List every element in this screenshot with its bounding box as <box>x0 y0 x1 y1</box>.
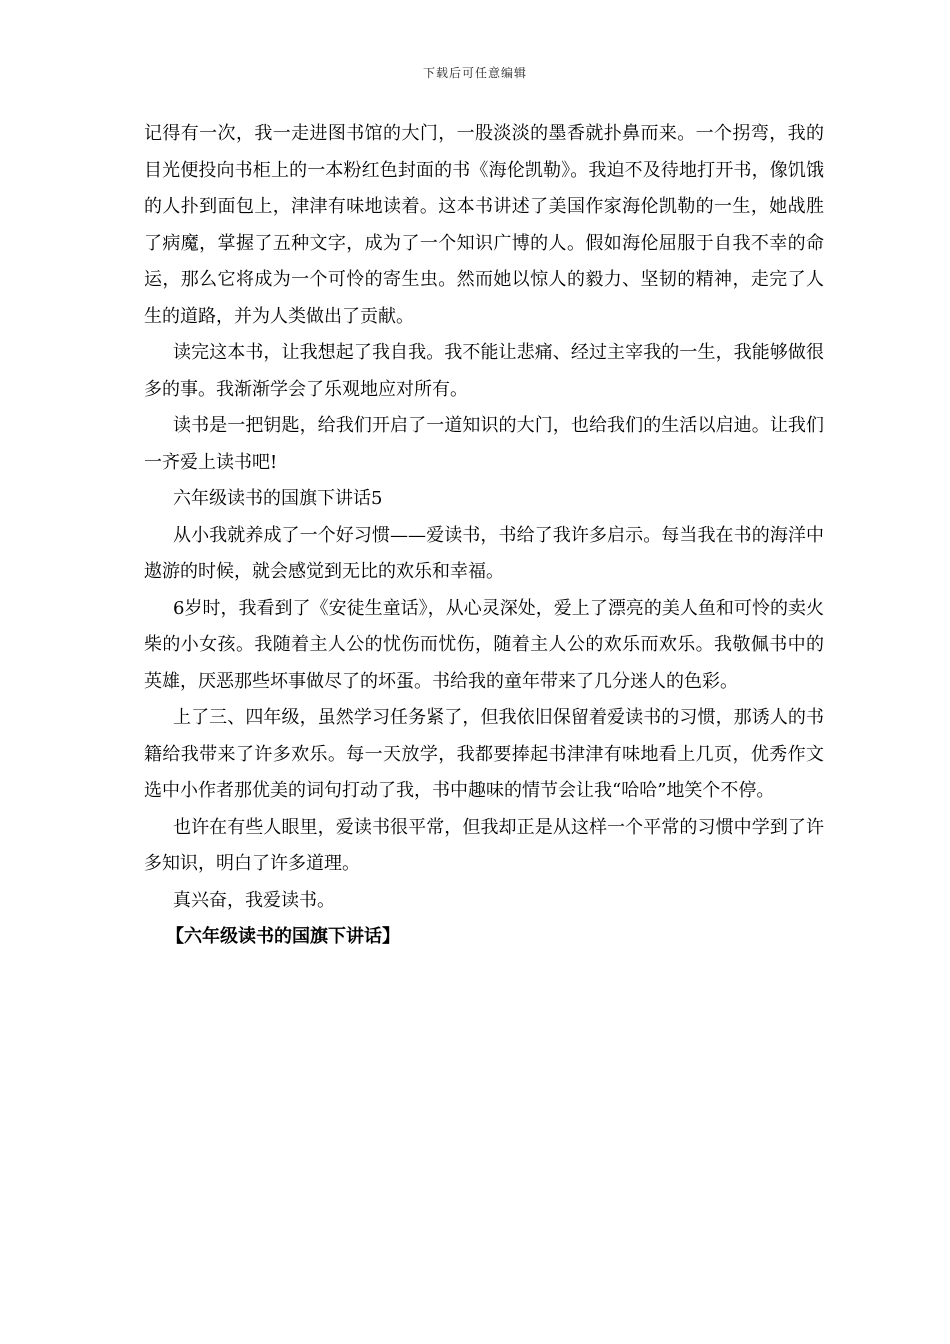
page-header: 下载后可任意编辑 <box>422 66 527 80</box>
document-body <box>144 116 824 956</box>
paragraph-8: 真兴奋，我爱读书。 <box>173 889 335 911</box>
paragraph-6: 上了三、四年级，虽然学习任务紧了，但我依旧保留着爱读书的习惯，那诱人的书籍给我带来了许多欢乐。每一天放学，我都要捧起书津津有味地看上几页，优秀作文选中小作者那优美的词句打动了我，书中趣味的情节会让我“哈哈”地笑个不停。 <box>144 707 824 801</box>
paragraph-5: 6岁时，我看到了《安徒生童话》，从心灵深处，爱上了漂亮的美人鱼和可怜的卖火柴的小女孩。我随着主人公的忧伤而忧伤，随着主人公的欢乐而欢乐。我敬佩书中的英雄，厌恶那些坏事做尽了的坏蛋。书给我的童年带来了几分迷人的色彩。 <box>144 597 824 692</box>
closing-title: 【六年级读书的国旗下讲话】 <box>166 926 400 947</box>
paragraph-7: 也许在有些人眼里，爱读书很平常，但我却正是从这样一个平常的习惯中学到了许多知识，明白了许多道理。 <box>144 816 824 874</box>
paragraph-4: 从小我就养成了一个好习惯——爱读书，书给了我许多启示。每当我在书的海洋中遨游的时候，就会感觉到无比的欢乐和幸福。 <box>144 524 824 582</box>
paragraph-3: 读书是一把钥匙，给我们开启了一道知识的大门，也给我们的生活以启迪。让我们一齐爱上读书吧! <box>144 415 824 473</box>
paragraph-2: 读完这本书，让我想起了我自我。我不能让悲痛、经过主宰我的一生，我能够做很多的事。我渐渐学会了乐观地应对所有。 <box>144 342 824 400</box>
section-heading: 六年级读书的国旗下讲话5 <box>173 488 383 509</box>
paragraph-1: 记得有一次，我一走进图书馆的大门，一股淡淡的墨香就扑鼻而来。一个拐弯，我的目光便投向书柜上的一本粉红色封面的书《海伦凯勒》。我迫不及待地打开书，像饥饿的人扑到面包上，津津有味地读着。这本书讲述了美国作家海伦凯勒的一生，她战胜了病魔，掌握了五种文字，成为了一个知识广博的人。假如海伦屈服于自我不幸的命运，那么它将成为一个可怜的寄生虫。然而她以惊人的毅力、坚韧的精神，走完了人生的道路，并为人类做出了贡献。 <box>144 123 824 327</box>
